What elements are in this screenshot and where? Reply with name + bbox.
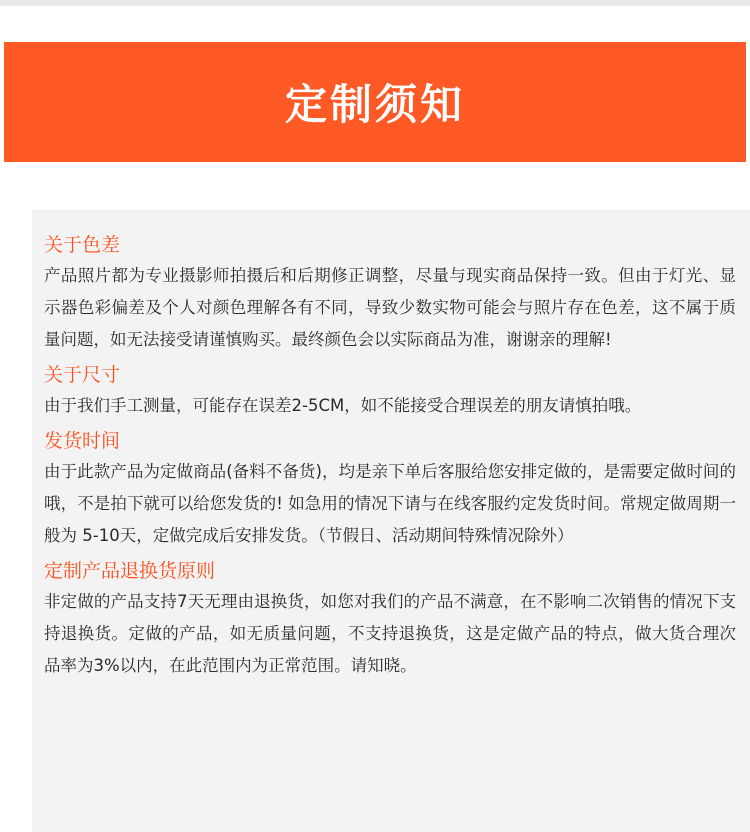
section-heading: 关于尺寸 xyxy=(44,364,121,386)
section-return-policy xyxy=(44,556,736,682)
section-size xyxy=(44,360,736,422)
section-heading: 定制产品退换货原则 xyxy=(44,560,216,582)
section-color-difference xyxy=(44,230,736,356)
section-body: 非定做的产品支持7天无理由退换货，如您对我们的产品不满意，在不影响二次销售的情况下支持退换货。定做的产品，如无质量问题，不支持退换货，这是定做产品的特点，做大货合理次品率为3%以内，在此范围内为正常范围。请知晓。 xyxy=(44,592,736,675)
section-body: 由于我们手工测量，可能存在误差2-5CM，如不能接受合理误差的朋友请慎拍哦。 xyxy=(44,396,642,415)
section-body: 由于此款产品为定做商品(备料不备货)，均是亲下单后客服给您安排定做的，是需要定做时间的哦，不是拍下就可以给您发货的! 如急用的情况下请与在线客服约定发货时间。常规定做周期一般为 5-10天，定做完成后安排发货。（节假日、活动期间特殊情况除外） xyxy=(44,462,736,545)
notice-panel xyxy=(32,210,750,832)
section-heading: 关于色差 xyxy=(44,234,121,256)
section-heading: 发货时间 xyxy=(44,430,121,452)
page-title: 定制须知 xyxy=(284,80,465,129)
section-body: 产品照片都为专业摄影师拍摄后和后期修正调整，尽量与现实商品保持一致。但由于灯光、显示器色彩偏差及个人对颜色理解各有不同，导致少数实物可能会与照片存在色差，这不属于质量问题，如无法接受请谨慎购买。最终颜色会以实际商品为准，谢谢亲的理解! xyxy=(44,266,736,349)
header-banner xyxy=(4,42,746,162)
top-divider-strip xyxy=(0,0,750,6)
section-shipping-time xyxy=(44,426,736,552)
